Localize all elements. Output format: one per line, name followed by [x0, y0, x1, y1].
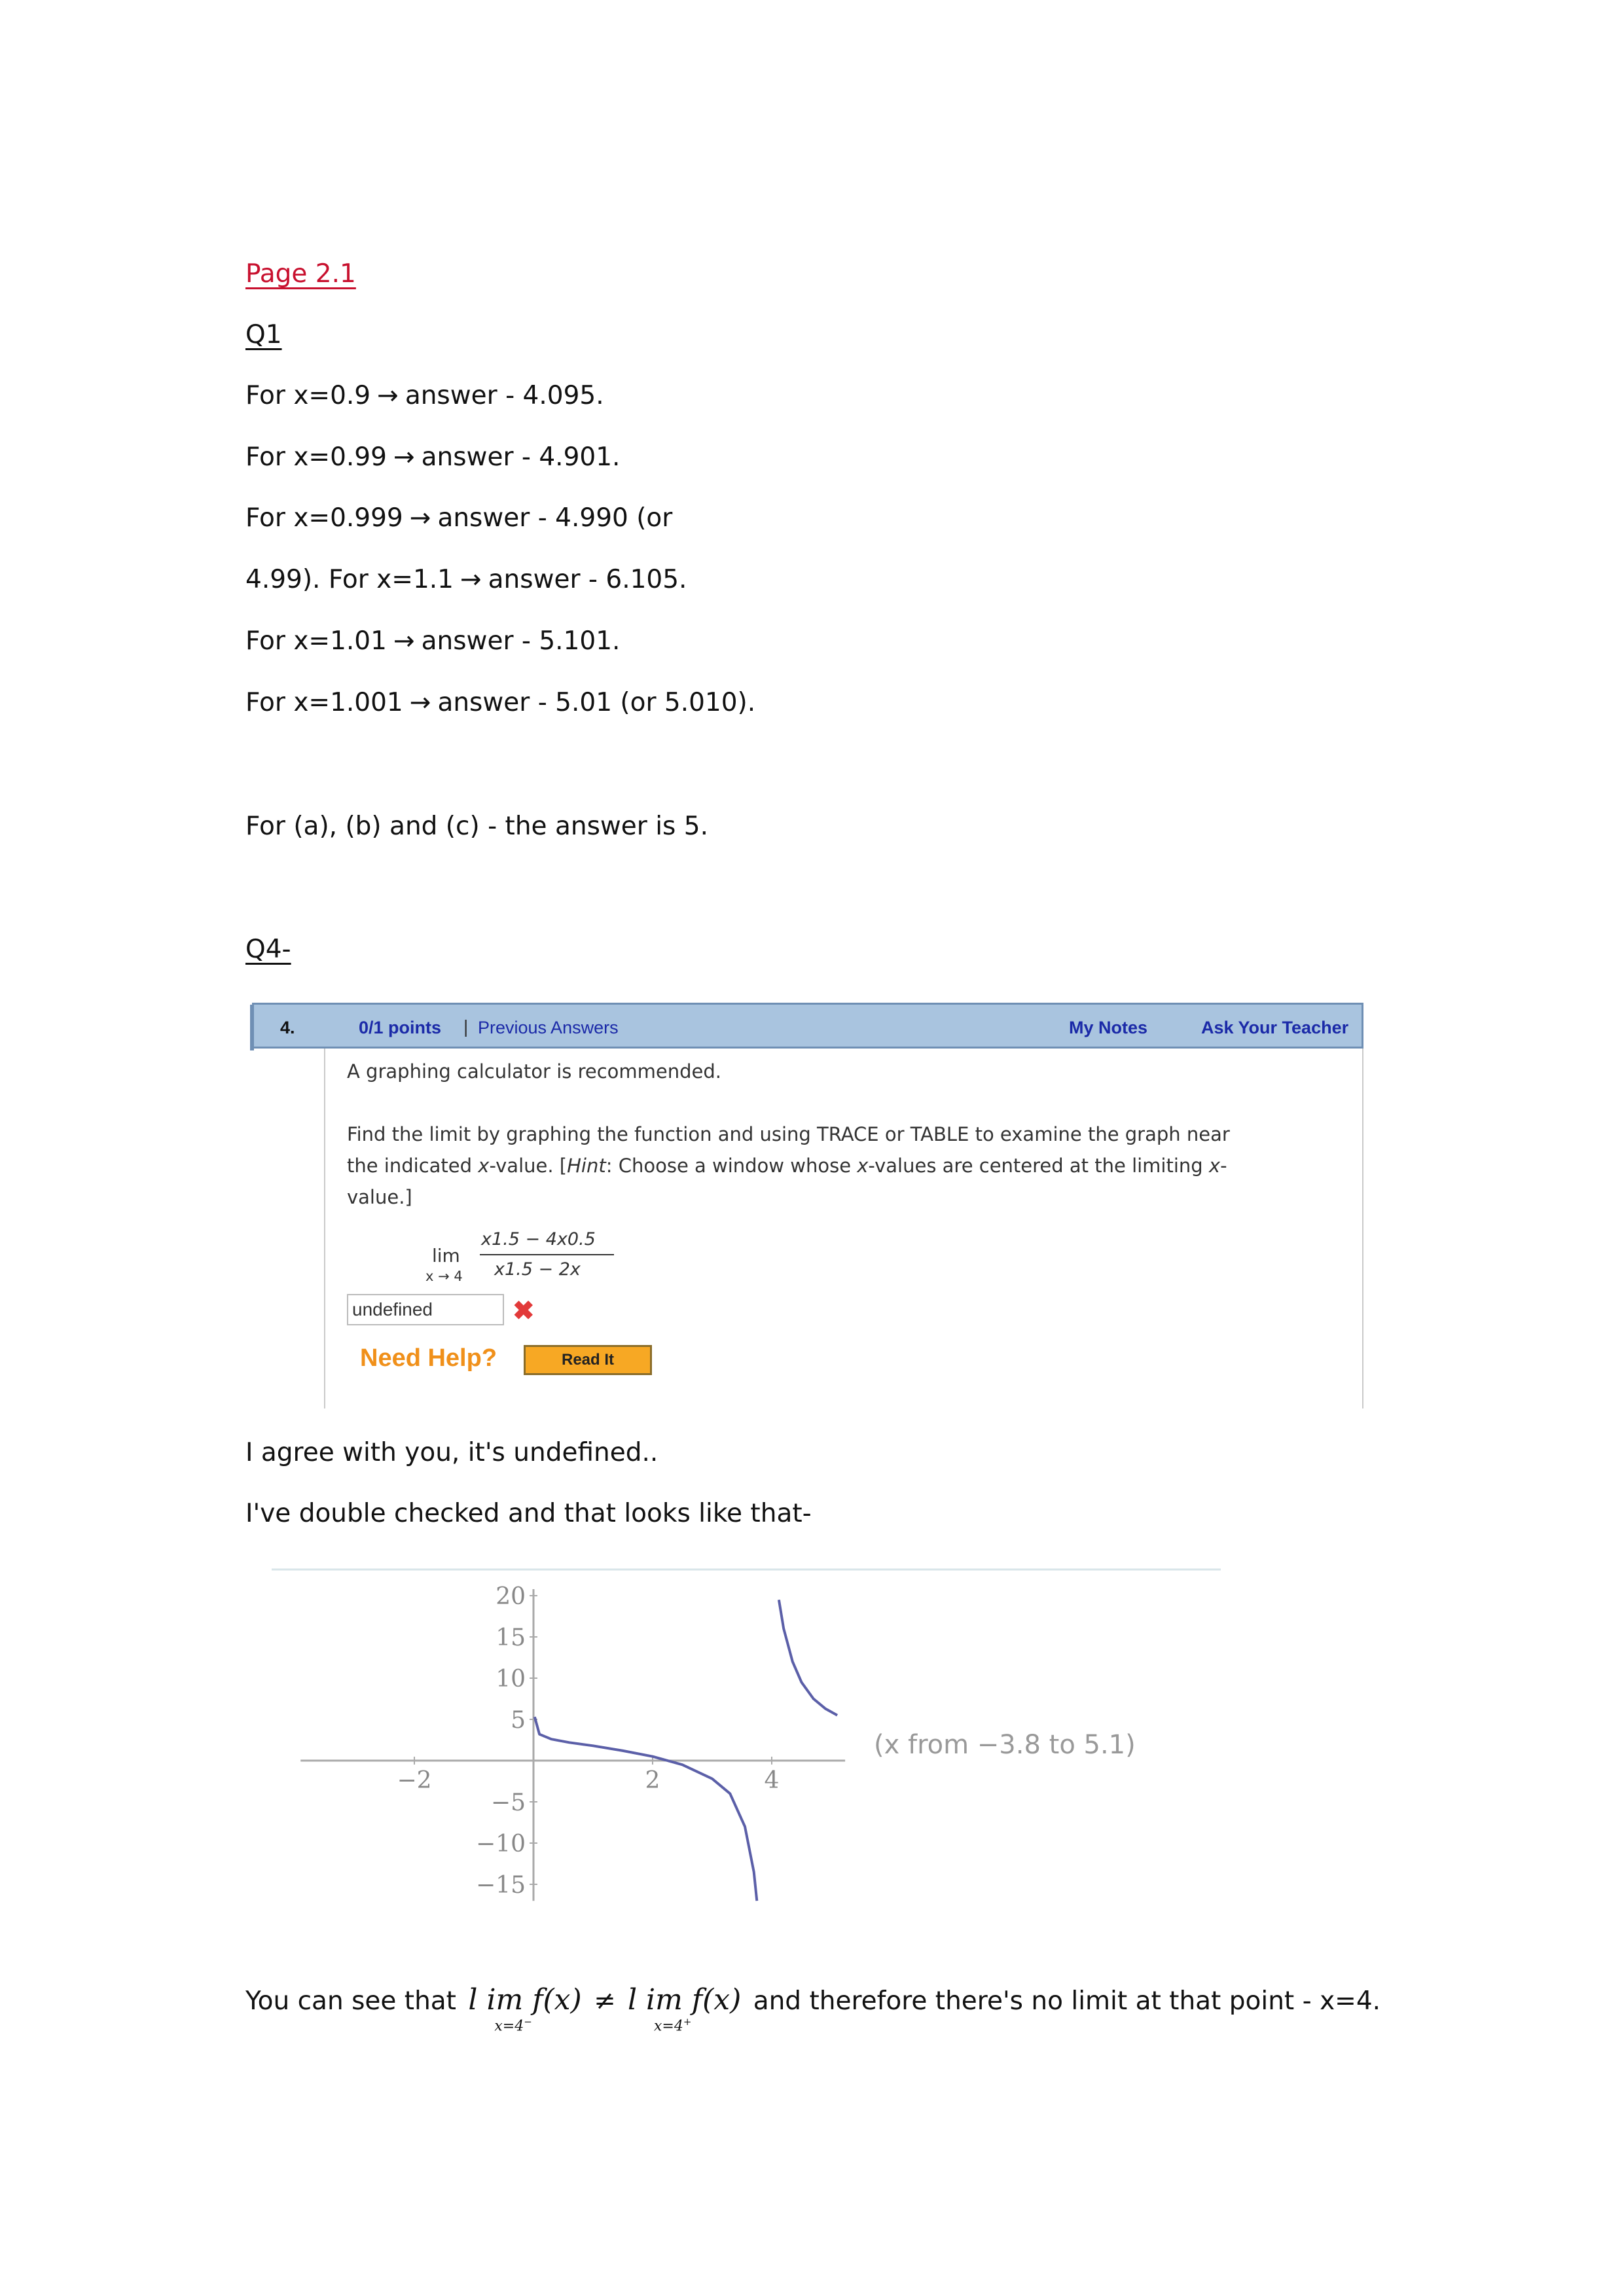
- right-arrow-icon: →: [393, 626, 415, 656]
- left-limit-expression: [468, 1983, 582, 2035]
- instructions-line-2: [347, 1155, 1227, 1177]
- line-prefix: 4.99). For x=1.1: [245, 565, 454, 594]
- final-conclusion: [245, 1983, 1381, 2035]
- graph-curves: [535, 1600, 837, 1901]
- calculator-note: A graphing calculator is recommended.: [347, 1060, 721, 1083]
- q1-line-1: [245, 381, 604, 410]
- y-tick-label: 10: [496, 1666, 526, 1693]
- read-it-button[interactable]: Read It: [524, 1345, 652, 1375]
- fraction-bar: [480, 1254, 614, 1255]
- line-prefix: For x=0.999: [245, 503, 403, 533]
- answer-input[interactable]: undefined: [347, 1294, 504, 1325]
- instructions-line-3: value.]: [347, 1186, 412, 1208]
- text-run: -values are centered at the limiting: [868, 1155, 1209, 1177]
- header-separator: |: [463, 1016, 469, 1037]
- points-link[interactable]: 0/1 points: [359, 1018, 442, 1037]
- header-left-edge: [250, 1005, 254, 1050]
- y-tick-label: 15: [496, 1624, 526, 1651]
- conclusion-suffix: and therefore there's no limit at that point - x=4.: [753, 1986, 1381, 2016]
- function-graph: [265, 1564, 1234, 1931]
- text-run: : Choose a window whose: [605, 1155, 857, 1177]
- line-suffix: answer - 5.101.: [421, 626, 621, 656]
- reply-line-1: I agree with you, it's undefined..: [245, 1438, 659, 1467]
- graph-svg: [265, 1564, 1234, 1931]
- y-tick-label: −5: [490, 1789, 526, 1816]
- right-arrow-icon: →: [377, 381, 399, 410]
- q1-line-2: [245, 442, 620, 472]
- hint-label: Hint: [567, 1155, 606, 1177]
- q1-line-3: [245, 503, 672, 533]
- text-run: -: [1220, 1155, 1227, 1177]
- question-number: 4.: [280, 1018, 295, 1037]
- webassign-question-panel: [252, 1003, 1365, 1408]
- incorrect-x-icon: ✖: [513, 1297, 535, 1325]
- x-tick-label: −2: [397, 1767, 432, 1794]
- y-tick-label: −10: [476, 1831, 526, 1857]
- need-help-label: Need Help?: [360, 1344, 497, 1372]
- line-suffix: answer - 4.095.: [405, 381, 604, 410]
- line-suffix: answer - 4.901.: [421, 442, 621, 472]
- right-limit-math: l im f(x): [628, 1983, 742, 2017]
- fraction-numerator: x1.5 − 4x0.5: [481, 1229, 596, 1249]
- not-equal-sign: ≠: [594, 1986, 616, 2016]
- instructions-line-1: Find the limit by graphing the function and using TRACE or TABLE to examine the graph near: [347, 1123, 1230, 1145]
- text-run-italic: x: [857, 1155, 869, 1177]
- superscript-plus: +: [683, 2016, 692, 2028]
- question-header-bar: [252, 1003, 1363, 1049]
- left-limit-subscript: [494, 2016, 532, 2034]
- line-suffix: answer - 4.990 (or: [437, 503, 673, 533]
- line-suffix: answer - 6.105.: [488, 565, 687, 594]
- line-prefix: For x=0.99: [245, 442, 387, 472]
- text-run: the indicated: [347, 1155, 478, 1177]
- graph-axes: [300, 1589, 845, 1901]
- my-notes-link[interactable]: My Notes: [1069, 1018, 1148, 1037]
- text-run-italic: x: [478, 1155, 490, 1177]
- q4-heading: Q4-: [245, 935, 291, 964]
- text-run: -value. [: [489, 1155, 568, 1177]
- right-arrow-icon: →: [393, 442, 415, 472]
- curve-right-branch: [779, 1600, 837, 1715]
- line-prefix: For x=0.9: [245, 381, 371, 410]
- right-limit-subscript: [654, 2016, 691, 2034]
- q1-line-4: [245, 565, 687, 594]
- line-prefix: For x=1.01: [245, 626, 387, 656]
- fraction-denominator: x1.5 − 2x: [494, 1259, 581, 1280]
- line-prefix: For x=1.001: [245, 688, 403, 717]
- conclusion-prefix: You can see that: [245, 1986, 456, 2016]
- x-tick-label: 4: [764, 1767, 780, 1794]
- limit-expression: [425, 1225, 645, 1284]
- graph-caption: (x from −3.8 to 5.1): [874, 1730, 1136, 1760]
- lim-subscript: x → 4: [425, 1268, 463, 1284]
- x-tick-label: 2: [645, 1767, 660, 1794]
- previous-answers-link[interactable]: Previous Answers: [478, 1018, 619, 1037]
- right-limit-expression: [628, 1983, 742, 2035]
- subscript-text: x=4: [494, 2018, 524, 2035]
- ask-teacher-link[interactable]: Ask Your Teacher: [1201, 1018, 1349, 1037]
- y-tick-label: 20: [496, 1583, 526, 1610]
- q1-conclusion: For (a), (b) and (c) - the answer is 5.: [245, 812, 708, 841]
- superscript-minus: −: [524, 2016, 532, 2028]
- q1-heading: Q1: [245, 320, 282, 350]
- q1-line-5: [245, 626, 620, 656]
- q1-line-6: [245, 688, 755, 717]
- line-suffix: answer - 5.01 (or 5.010).: [437, 688, 756, 717]
- curve-left-branch: [535, 1717, 757, 1901]
- graph-ticks: [397, 1583, 779, 1899]
- subscript-text: x=4: [654, 2018, 683, 2035]
- page-heading: Page 2.1: [245, 259, 356, 289]
- right-arrow-icon: →: [460, 565, 482, 594]
- right-arrow-icon: →: [409, 688, 431, 717]
- y-tick-label: −15: [476, 1872, 526, 1899]
- right-arrow-icon: →: [409, 503, 431, 533]
- y-tick-label: 5: [511, 1707, 526, 1734]
- left-limit-math: l im f(x): [468, 1983, 582, 2017]
- reply-line-2: I've double checked and that looks like that-: [245, 1499, 812, 1528]
- text-run-italic: x: [1208, 1155, 1221, 1177]
- lim-label: lim: [432, 1245, 460, 1266]
